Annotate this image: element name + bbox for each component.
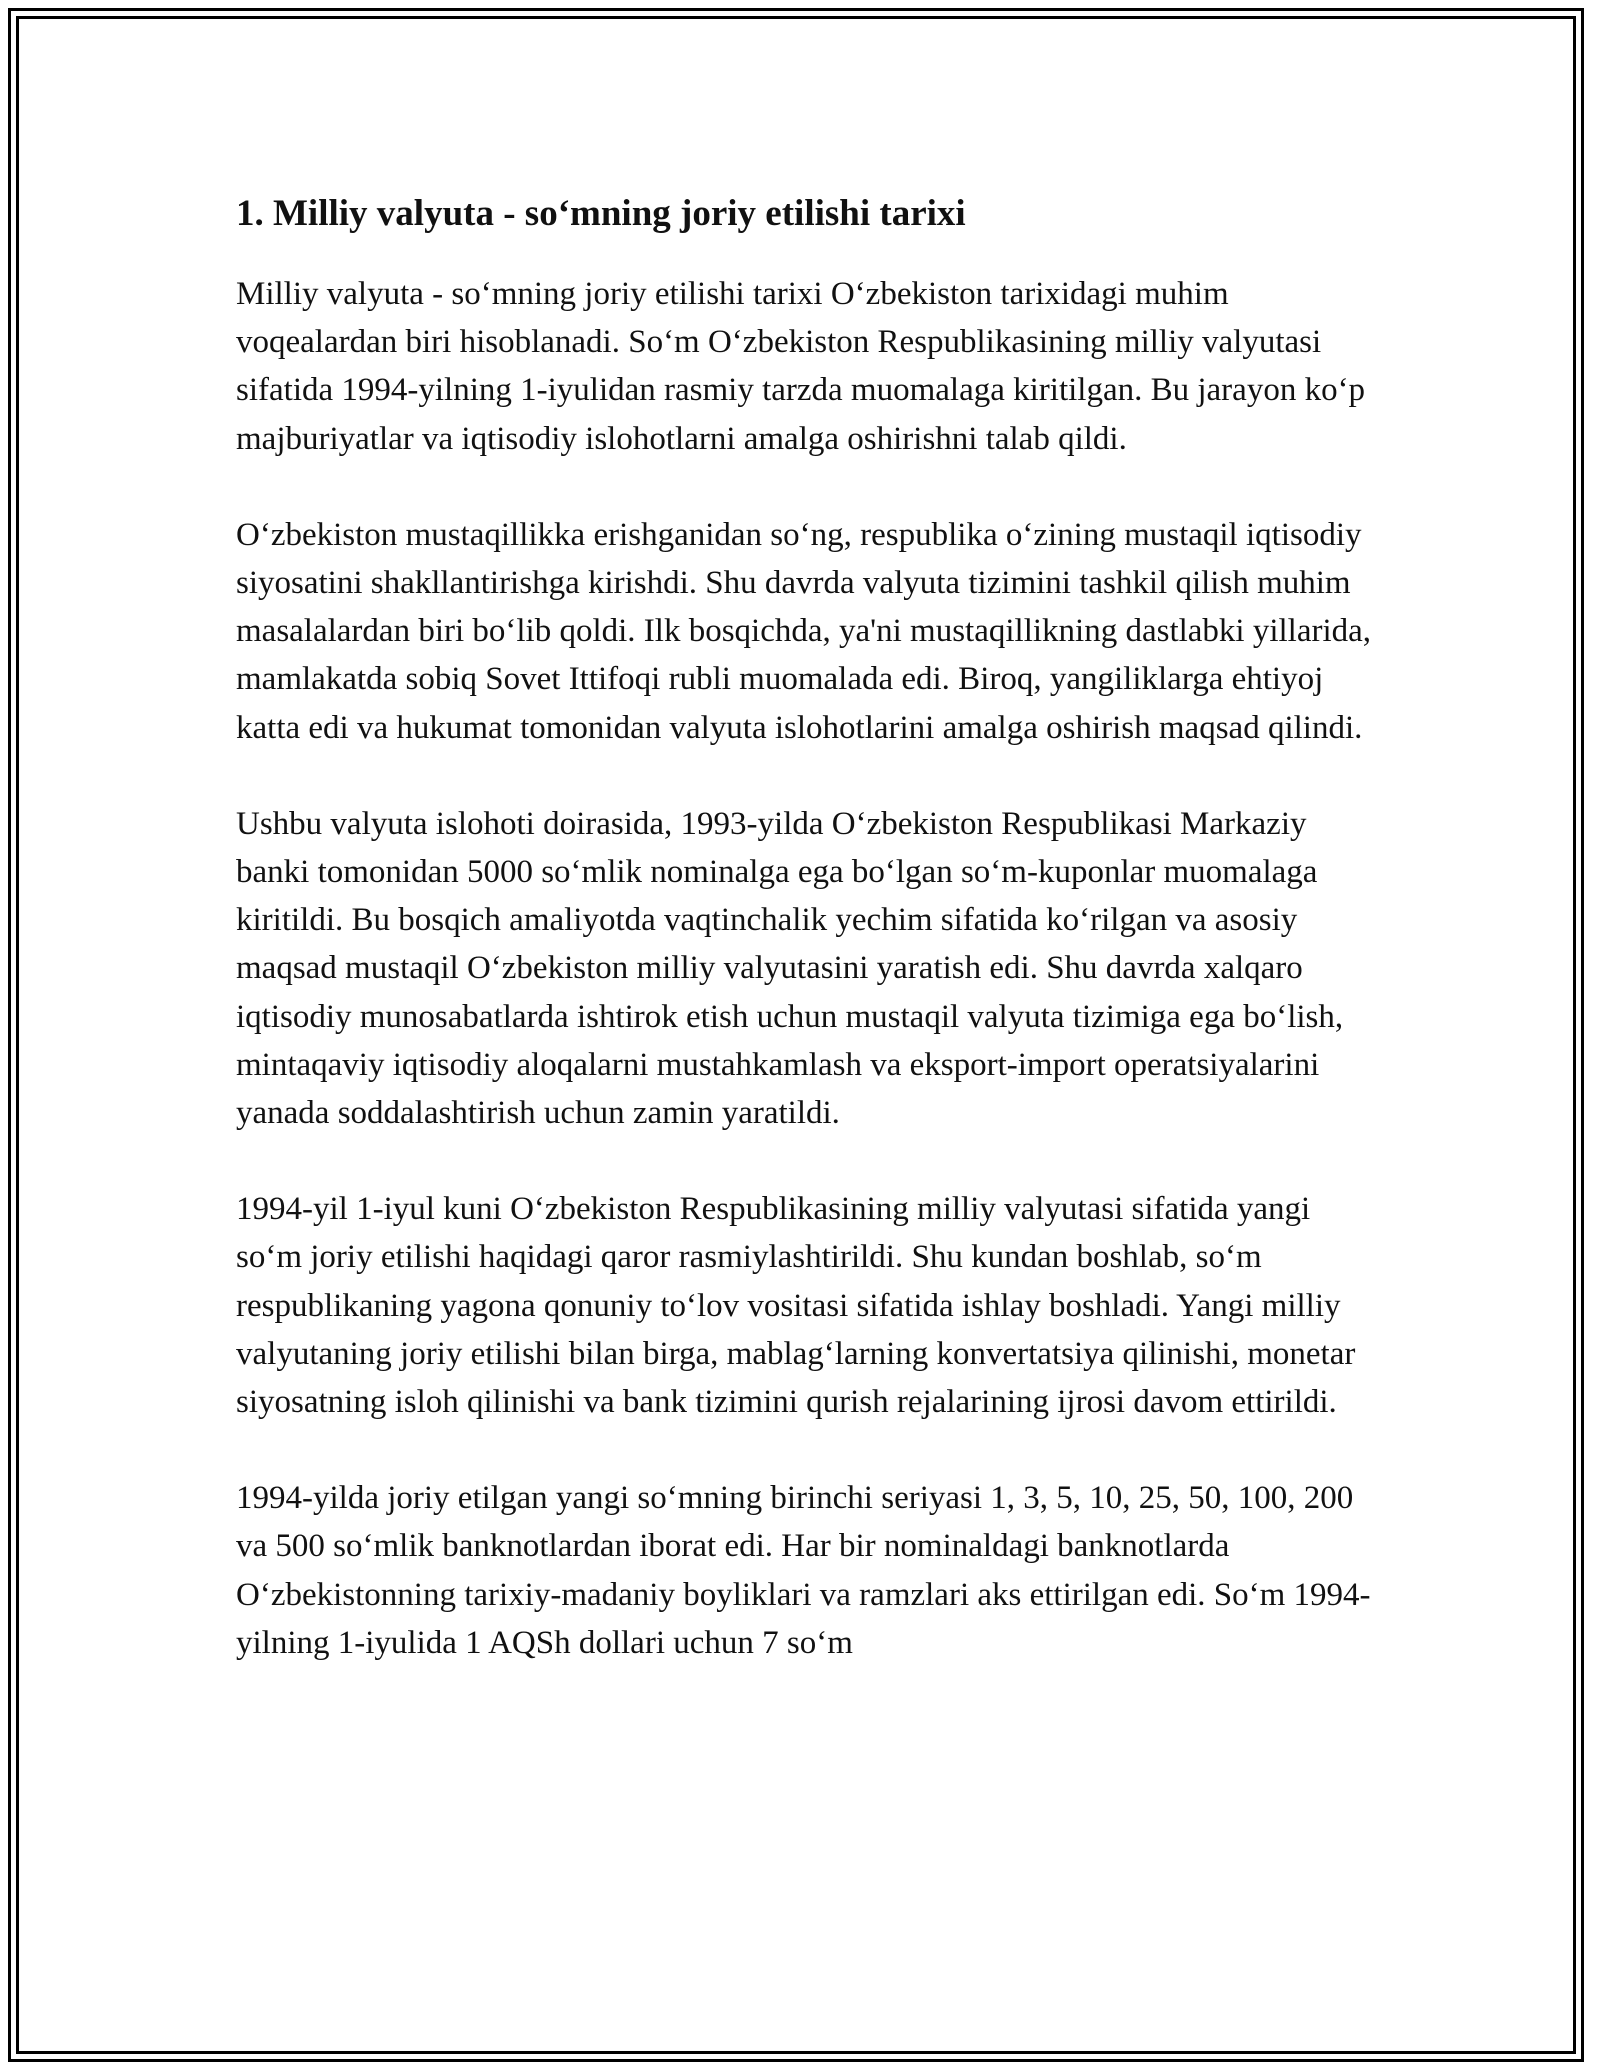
section-heading: 1. Milliy valyuta - so‘mning joriy etilishi tarixi bbox=[236, 193, 966, 234]
paragraph-5: 1994-yilda joriy etilgan yangi so‘mning birinchi seriyasi 1, 3, 5, 10, 25, 50, 100, 200 va 500 so‘mlik banknotlardan iborat edi. Har bir nominaldagi banknotlarda O‘zbekistonning tarixiy-madaniy boyliklari va ramzlari aks ettirilgan edi. So‘m 1994-yilning 1-iyulida 1 AQSh dollari uchun 7 so‘m bbox=[236, 1480, 1371, 1661]
document-body bbox=[236, 186, 1376, 1715]
paragraph-1: Milliy valyuta - so‘mning joriy etilishi tarixi O‘zbekiston tarixidagi muhim voqealardan biri hisoblanadi. So‘m O‘zbekiston Respublikasining milliy valyutasi sifatida 1994-yilning 1-iyulidan rasmiy tarzda muomalaga kiritilgan. Bu jarayon ko‘p majburiyatlar va iqtisodiy islohotlarni amalga oshirishni talab qildi. bbox=[236, 276, 1366, 457]
paragraph-2: O‘zbekiston mustaqillikka erishganidan so‘ng, respublika o‘zining mustaqil iqtisodiy siyosatini shakllantirishga kirishdi. Shu davrda valyuta tizimini tashkil qilish muhim masalalardan biri bo‘lib qoldi. Ilk bosqichda, ya'ni mustaqillikning dastlabki yillarida, mamlakatda sobiq Sovet Ittifoqi rubli muomalada edi. Biroq, yangiliklarga ehtiyoj katta edi va hukumat tomonidan valyuta islohotlarini amalga oshirish maqsad qilindi. bbox=[236, 516, 1372, 746]
paragraph-4: 1994-yil 1-iyul kuni O‘zbekiston Respublikasining milliy valyutasi sifatida yangi so‘m joriy etilishi haqidagi qaror rasmiylashtirildi. Shu kundan boshlab, so‘m respublikaning yagona qonuniy to‘lov vositasi sifatida ishlay boshladi. Yangi milliy valyutaning joriy etilishi bilan birga, mablag‘larning konvertatsiya qilinishi, monetar siyosatning isloh qilinishi va bank tizimini qurish rejalarining ijrosi davom ettirildi. bbox=[236, 1191, 1356, 1421]
paragraph-3: Ushbu valyuta islohoti doirasida, 1993-yilda O‘zbekiston Respublikasi Markaziy banki tomonidan 5000 so‘mlik nominalga ega bo‘lgan so‘m-kuponlar muomalaga kiritildi. Bu bosqich amaliyotda vaqtinchalik yechim sifatida ko‘rilgan va asosiy maqsad mustaqil O‘zbekiston milliy valyutasini yaratish edi. Shu davrda xalqaro iqtisodiy munosabatlarda ishtirok etish uchun mustaqil valyuta tizimiga ega bo‘lish, mintaqaviy iqtisodiy aloqalarni mustahkamlash va eksport-import operatsiyalarini yanada soddalashtirish uchun zamin yaratildi. bbox=[236, 805, 1344, 1132]
